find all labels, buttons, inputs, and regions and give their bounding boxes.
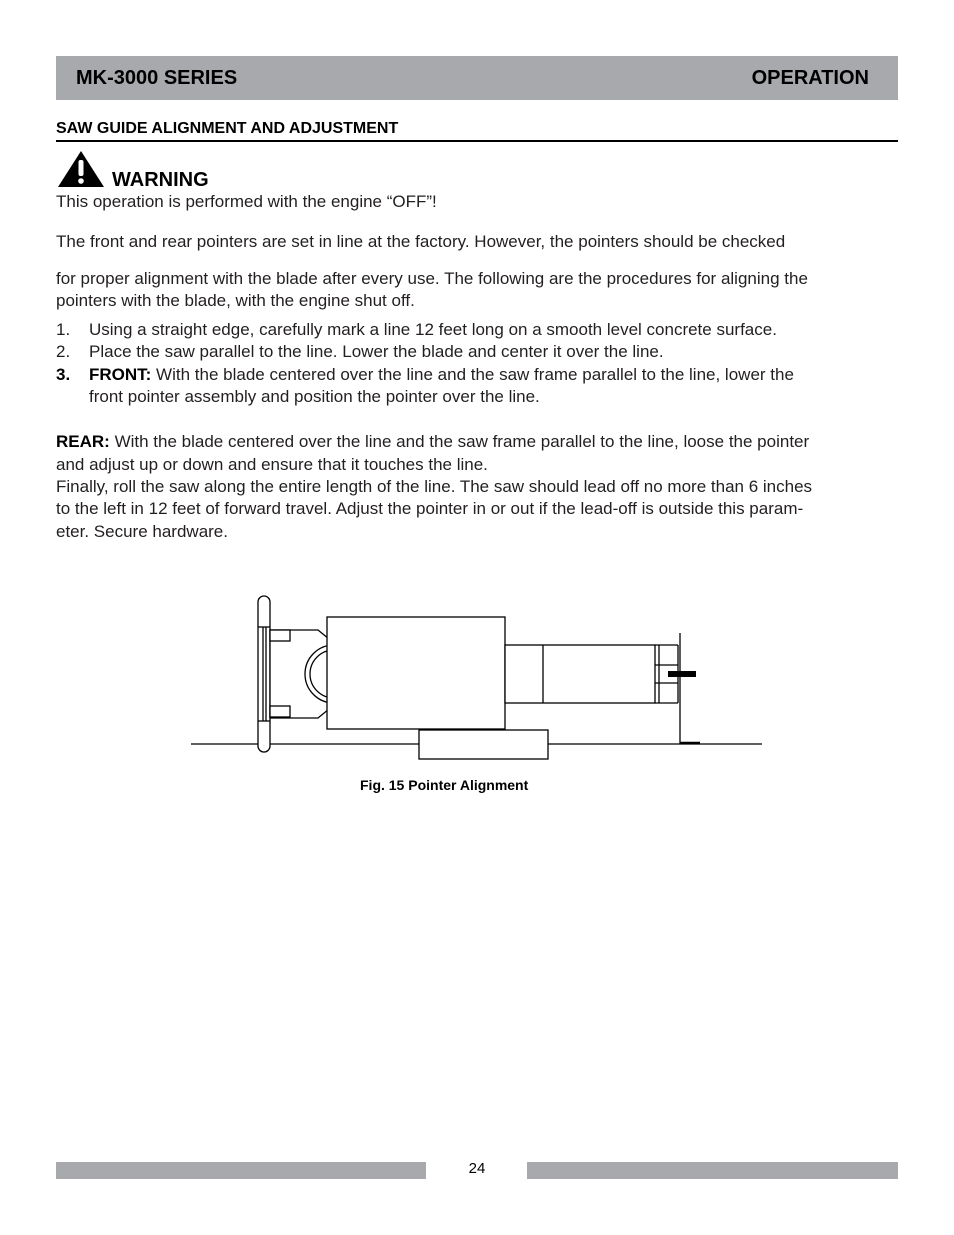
header-series-title: MK-3000 SERIES — [76, 67, 238, 89]
front-text: With the blade centered over the line and the saw frame parallel to the line, lower the — [151, 365, 794, 384]
footer-bar-right — [527, 1162, 898, 1179]
front-label: FRONT: — [89, 365, 152, 384]
list-item-number: 2. — [56, 342, 71, 361]
intro-line-2: for proper alignment with the blade after every use. The following are the procedures for aligning the — [56, 269, 808, 288]
footer-bar-left — [56, 1162, 426, 1179]
figure-caption: Fig. 15 Pointer Alignment — [360, 777, 529, 793]
finally-line-2: to the left in 12 feet of forward travel. Adjust the pointer in or out if the lead-off is outside this param- — [56, 499, 804, 518]
saw-frame — [327, 617, 505, 729]
rear-text-line-2: and adjust up or down and ensure that it touches the line. — [56, 455, 488, 474]
rear-paragraph — [56, 431, 898, 454]
list-item-number: 1. — [56, 320, 71, 339]
warning-triangle-icon — [57, 150, 105, 188]
list-item-number: 3. — [56, 365, 71, 384]
blade-guard — [419, 730, 548, 759]
section-title: SAW GUIDE ALIGNMENT AND ADJUSTMENT — [56, 120, 399, 137]
list-item-text: Using a straight edge, carefully mark a line 12 feet long on a smooth level concrete surface. — [89, 320, 777, 339]
rear-pointer-handle — [258, 596, 270, 752]
section-divider — [56, 140, 898, 142]
rear-text: With the blade centered over the line and the saw frame parallel to the line, loose the pointer — [109, 432, 810, 451]
intro-line-1: The front and rear pointers are set in line at the factory. However, the pointers should be checked — [56, 232, 786, 251]
list-item-text: front pointer assembly and position the pointer over the line. — [89, 387, 540, 406]
list-item-text — [89, 364, 889, 387]
pointer-alignment-figure — [188, 590, 768, 760]
warning-text: This operation is performed with the engine “OFF”! — [56, 192, 437, 211]
rear-label: REAR: — [56, 432, 110, 451]
header-section-title: OPERATION — [751, 67, 869, 89]
finally-line-1: Finally, roll the saw along the entire length of the line. The saw should lead off no more than 6 inches — [56, 477, 813, 496]
intro-line-3: pointers with the blade, with the engine shut off. — [56, 291, 415, 310]
header-bar — [56, 56, 898, 100]
list-item-text: Place the saw parallel to the line. Lower the blade and center it over the line. — [89, 342, 664, 361]
front-frame — [505, 645, 655, 703]
finally-line-3: eter. Secure hardware. — [56, 522, 228, 541]
warning-label: WARNING — [112, 169, 209, 191]
page-number: 24 — [468, 1160, 486, 1177]
